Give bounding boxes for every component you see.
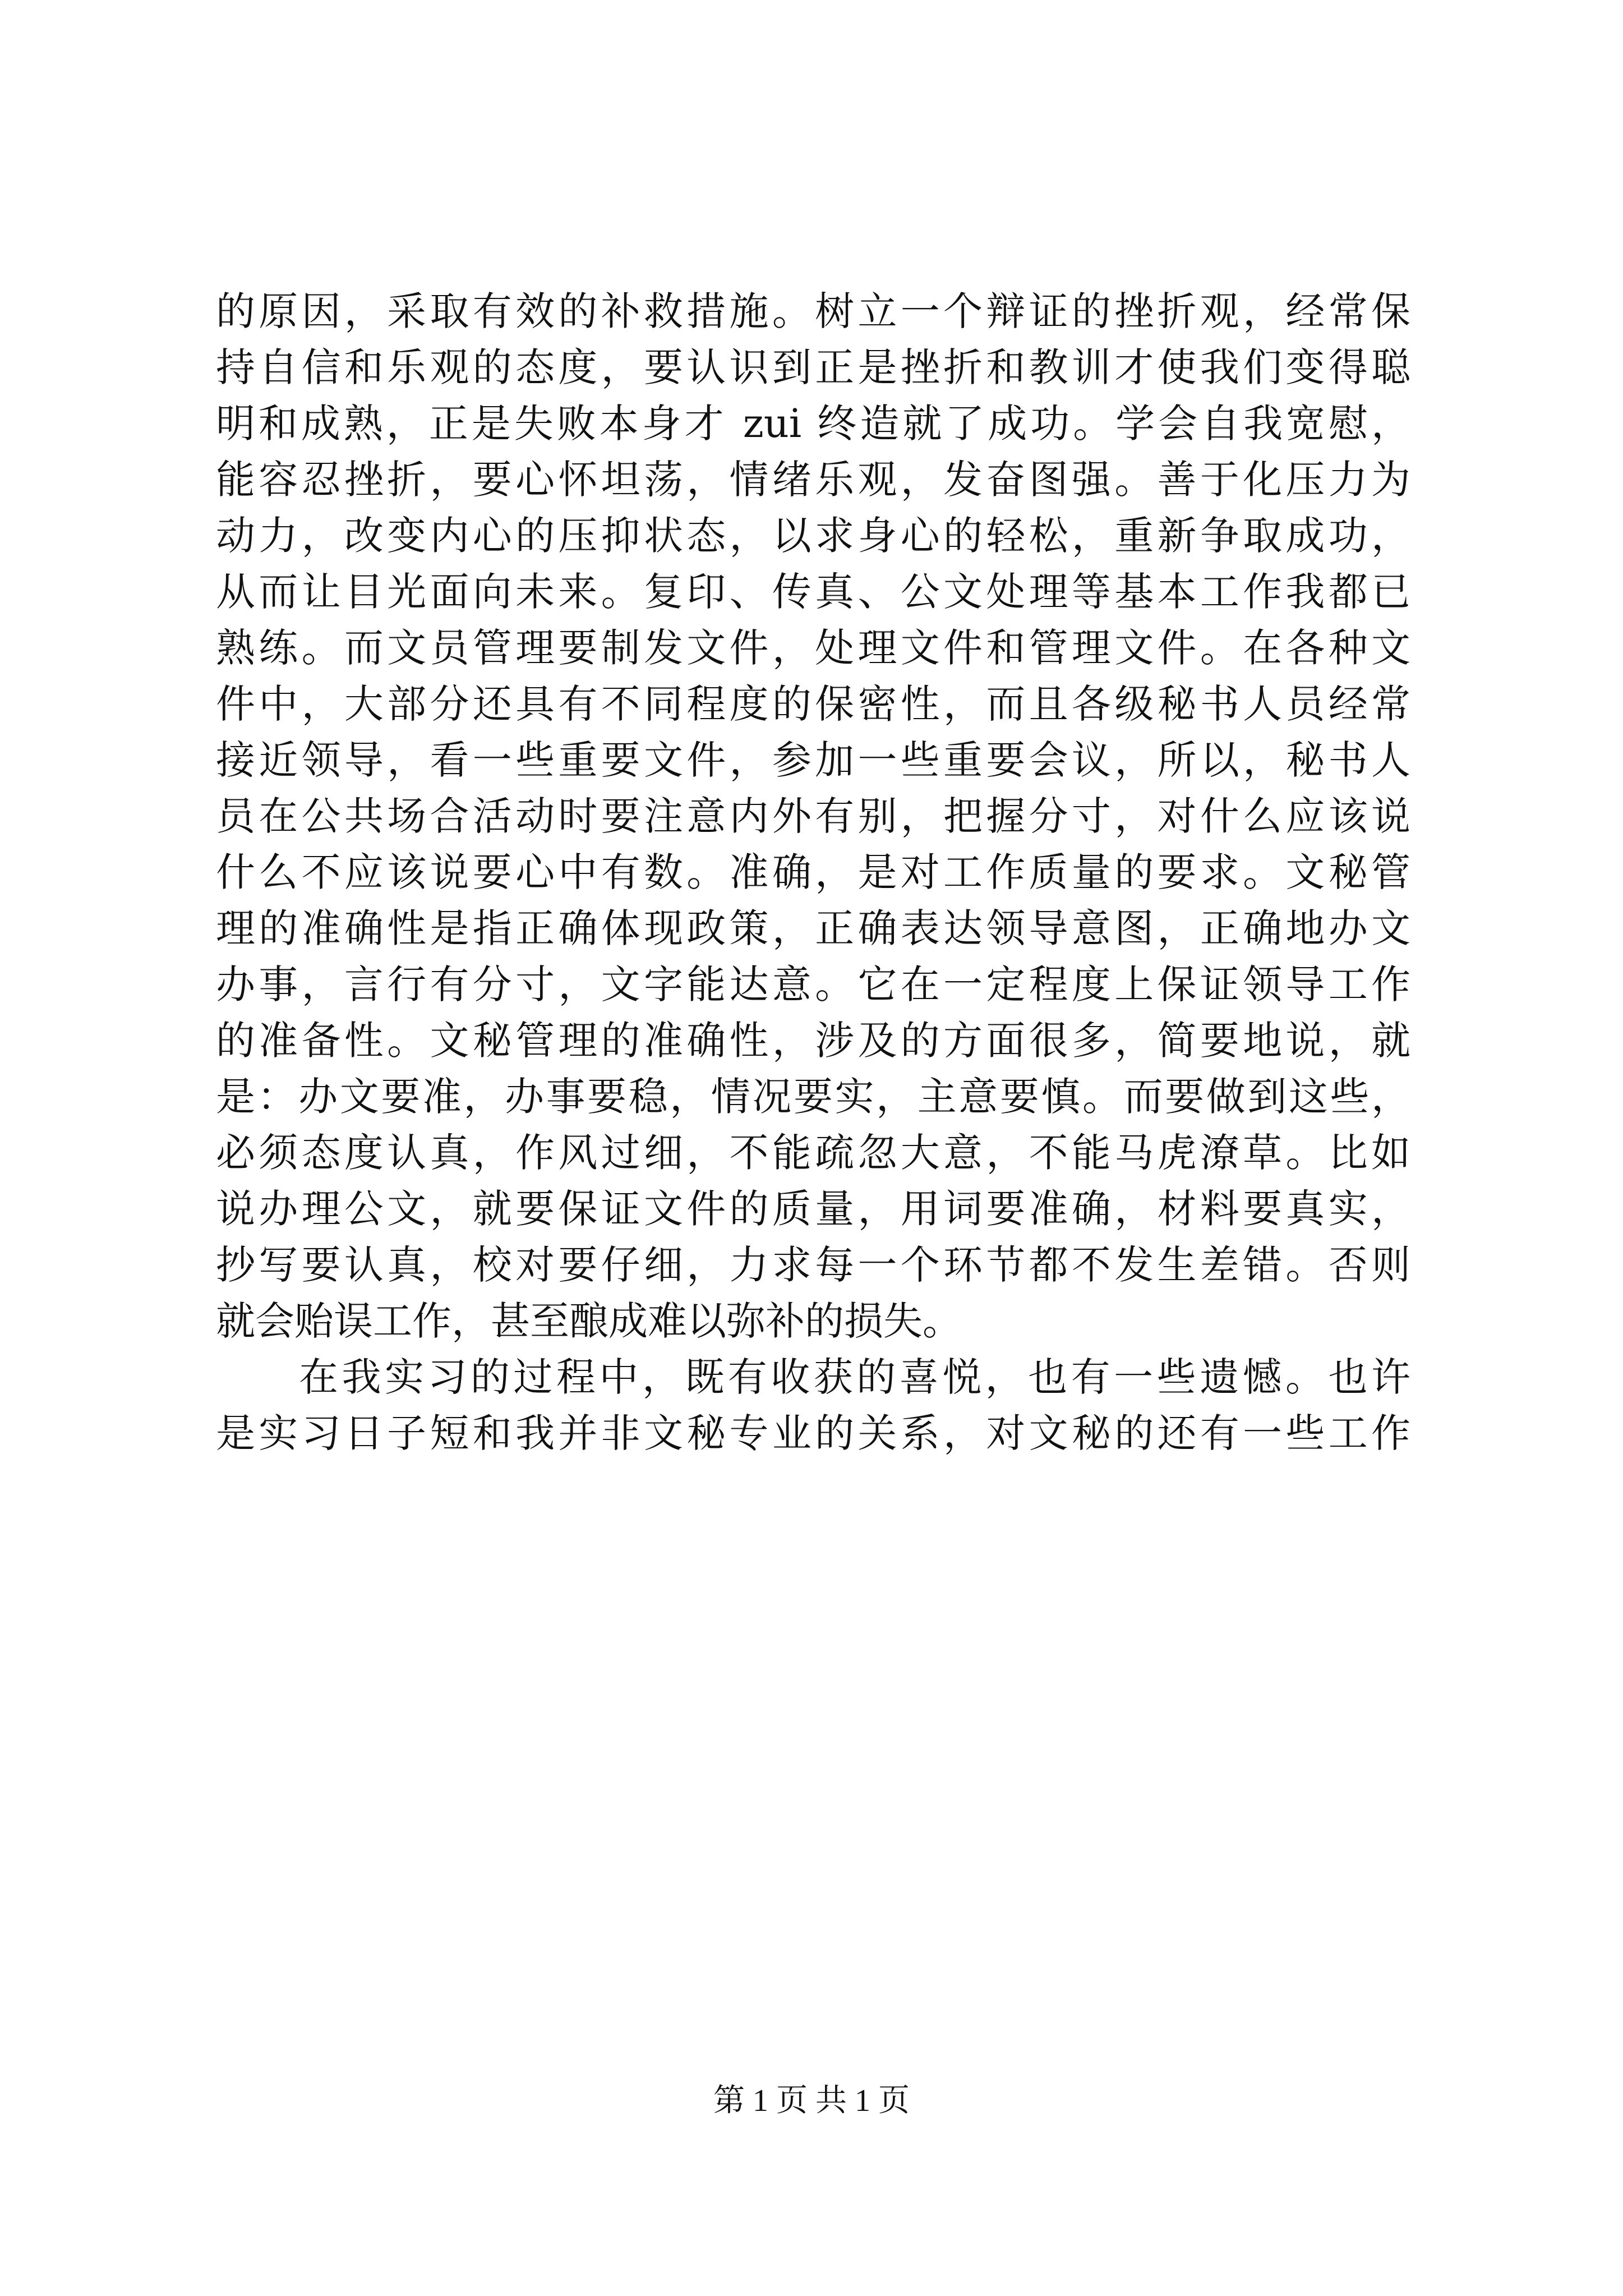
text-line: 能容忍挫折，要心怀坦荡，情绪乐观，发奋图强。善于化压力为 (216, 457, 1410, 503)
page-footer: 第 1 页 共 1 页 (713, 2083, 910, 2118)
text-line: 件中，大部分还具有不同程度的保密性，而且各级秘书人员经常 (216, 681, 1410, 727)
text-line: 员在公共场合活动时要注意内外有别，把握分寸，对什么应该说 (216, 793, 1410, 839)
text-line: 是实习日子短和我并非文秘专业的关系，对文秘的还有一些工作 (216, 1410, 1410, 1456)
text-line: 办事，言行有分寸，文字能达意。它在一定程度上保证领导工作 (216, 961, 1410, 1007)
paragraph-start-line: 在我实习的过程中，既有收获的喜悦，也有一些遗憾。也许 (299, 1354, 1410, 1400)
document-body (216, 283, 1410, 1461)
text-line: 必须态度认真，作风过细，不能疏忽大意，不能马虎潦草。比如 (216, 1130, 1410, 1176)
text-line: 的原因，采取有效的补救措施。树立一个辩证的挫折观，经常保 (216, 288, 1410, 334)
text-line: 什么不应该说要心中有数。准确，是对工作质量的要求。文秘管 (216, 849, 1410, 895)
text-line: 持自信和乐观的态度，要认识到正是挫折和教训才使我们变得聪 (216, 344, 1410, 390)
text-line: 从而让目光面向未来。复印、传真、公文处理等基本工作我都已 (216, 569, 1410, 615)
text-line: 理的准确性是指正确体现政策，正确表达领导意图，正确地办文 (216, 905, 1410, 951)
text-line: 接近领导，看一些重要文件，参加一些重要会议，所以，秘书人 (216, 737, 1410, 783)
text-line: 动力，改变内心的压抑状态，以求身心的轻松，重新争取成功， (216, 513, 1410, 559)
text-line: 明和成熟，正是失败本身才 zui 终造就了成功。学会自我宽慰， (216, 401, 1410, 447)
text-line: 的准备性。文秘管理的准确性，涉及的方面很多，简要地说，就 (216, 1018, 1410, 1064)
paragraph-end-line: 就会贻误工作，甚至酿成难以弥补的损失。 (216, 1298, 962, 1344)
text-line: 说办理公文，就要保证文件的质量，用词要准确，材料要真实， (216, 1186, 1410, 1232)
text-line: 是：办文要准，办事要稳，情况要实，主意要慎。而要做到这些， (216, 1074, 1410, 1120)
text-line: 抄写要认真，校对要仔细，力求每一个环节都不发生差错。否则 (216, 1242, 1410, 1288)
text-line: 熟练。而文员管理要制发文件，处理文件和管理文件。在各种文 (216, 625, 1410, 671)
